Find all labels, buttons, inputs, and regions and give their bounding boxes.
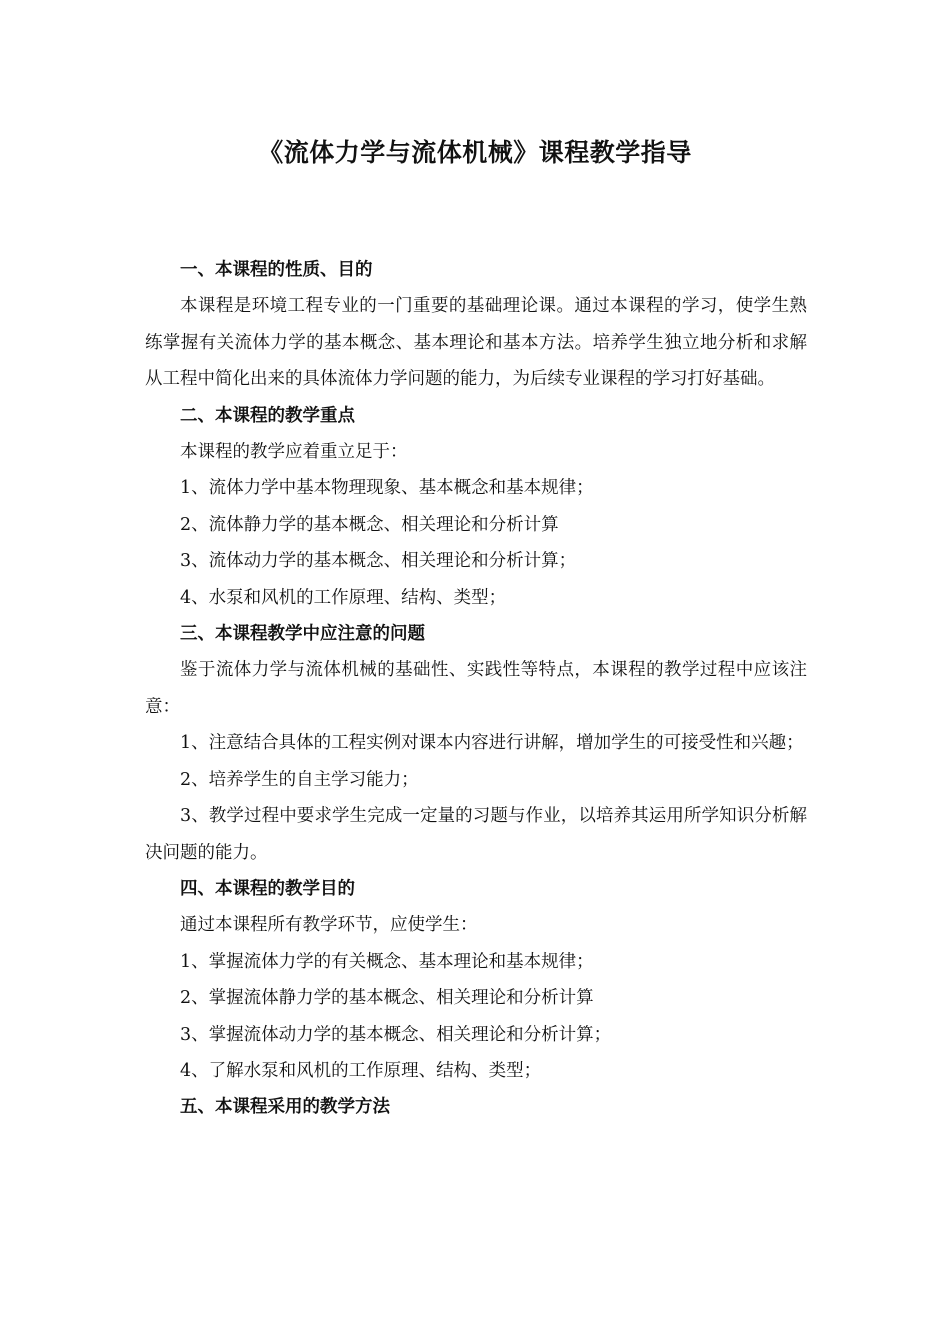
section-3-paragraph-1: 鉴于流体力学与流体机械的基础性、实践性等特点，本课程的教学过程中应该注意：	[145, 660, 807, 717]
section-2-list-item-2: 2、流体静力学的基本概念、相关理论和分析计算	[180, 514, 559, 535]
section-3-list-item-2: 2、培养学生的自主学习能力；	[180, 769, 419, 790]
section-heading-3: 三、本课程教学中应注意的问题	[180, 624, 425, 645]
section-2-paragraph-1: 本课程的教学应着重立足于：	[180, 442, 408, 463]
section-heading-4: 四、本课程的教学目的	[180, 878, 355, 899]
section-4-list-item-2: 2、掌握流体静力学的基本概念、相关理论和分析计算	[180, 988, 594, 1009]
section-4-list-item-3: 3、掌握流体动力学的基本概念、相关理论和分析计算；	[180, 1024, 612, 1045]
section-3-list-item-3: 3、教学过程中要求学生完成一定量的习题与作业，以培养其运用所学知识分析解决问题的能力。	[145, 806, 807, 863]
document-body	[145, 252, 807, 1126]
section-2-list-item-4: 4、水泵和风机的工作原理、结构、类型；	[180, 587, 507, 608]
section-1-paragraph-1: 本课程是环境工程专业的一门重要的基础理论课。通过本课程的学习，使学生熟练掌握有关流体力学的基本概念、基本理论和基本方法。培养学生独立地分析和求解从工程中简化出来的具体流体力学问题的能力，为后续专业课程的学习打好基础。	[145, 296, 807, 390]
section-2-list-item-1: 1、流体力学中基本物理现象、基本概念和基本规律；	[180, 478, 594, 499]
document-title: 《流体力学与流体机械》课程教学指导	[258, 138, 692, 167]
section-4-list-item-4: 4、了解水泵和风机的工作原理、结构、类型；	[180, 1060, 542, 1081]
section-heading-1: 一、本课程的性质、目的	[180, 260, 373, 280]
section-4-paragraph-1: 通过本课程所有教学环节，应使学生：	[180, 915, 478, 936]
section-2-list-item-3: 3、流体动力学的基本概念、相关理论和分析计算；	[180, 551, 577, 572]
section-heading-2: 二、本课程的教学重点	[180, 405, 355, 426]
section-4-list-item-1: 1、掌握流体力学的有关概念、基本理论和基本规律；	[180, 951, 594, 972]
section-heading-5: 五、本课程采用的教学方法	[180, 1097, 390, 1118]
section-3-list-item-1: 1、注意结合具体的工程实例对课本内容进行讲解，增加学生的可接受性和兴趣；	[180, 733, 804, 754]
